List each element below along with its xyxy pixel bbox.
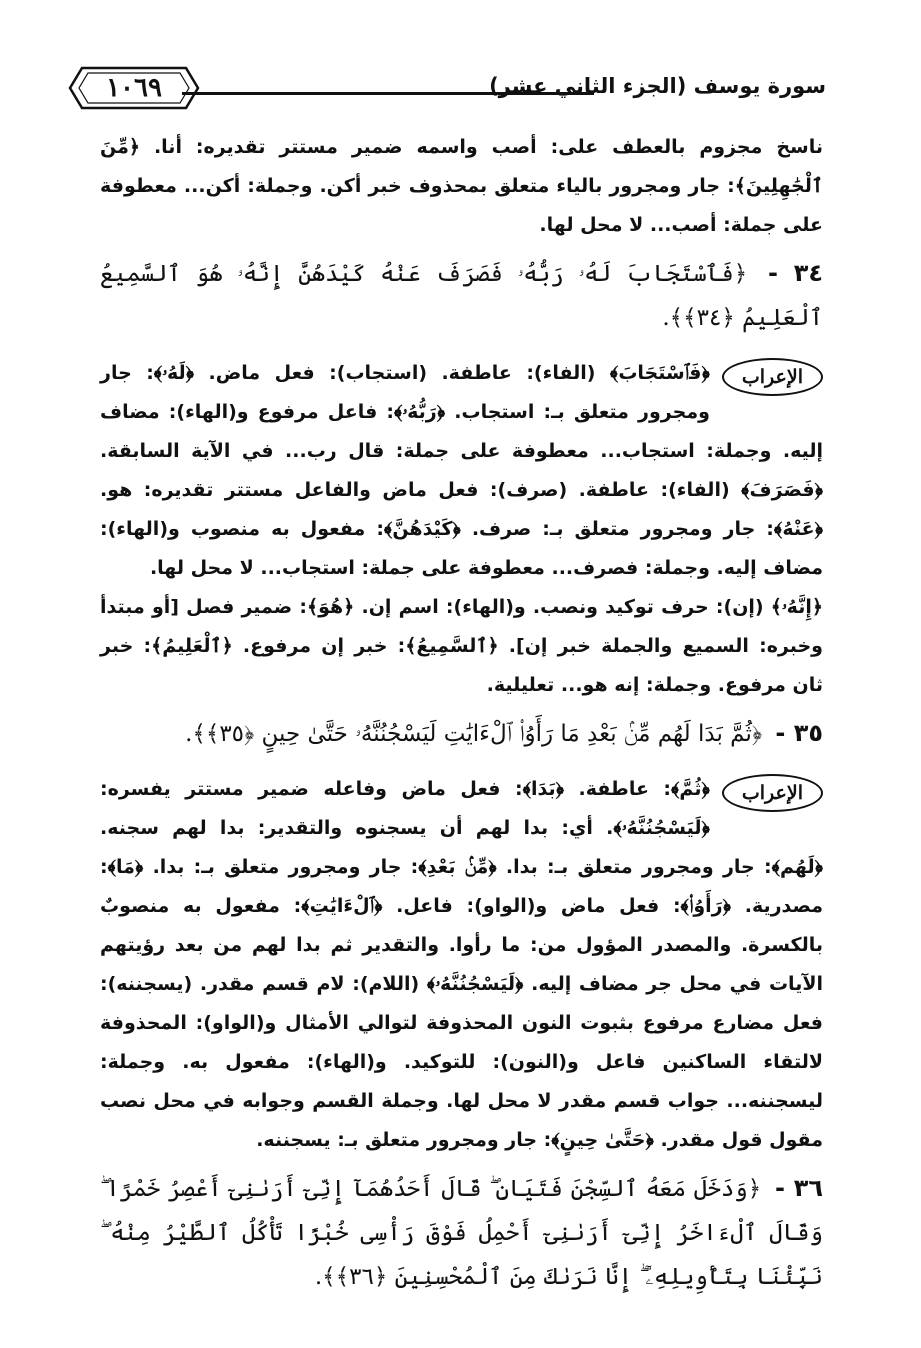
verse-35-number: ٣٥ - — [775, 719, 823, 747]
paragraph-4: ﴿ثُمَّ﴾: عاطفة. ﴿بَدَا﴾: فعل ماض وفاعله ضمير مستتر يفسره: ﴿لَيَسْجُنُنَّهُۥ﴾. أي: بدا لهم أن يسجنوه والتقدير: بدا لهم سجنه. ﴿لَهُم﴾: جار ومجرور متعلق بـ: بدا. ﴿مِّنۢ بَعْدِ﴾: جار ومجرور متعلق بـ: بدا. ﴿مَا﴾: مصدرية. ﴿رَأَوُا۟﴾: فعل ماض و(الواو): فاعل. ﴿ٱلْءَايَٰتِ﴾: مفعول به منصوبٌ بالكسرة. والمصدر المؤول من: ما رأوا. والتقدير ثم بدا لهم من بعد رؤيتهم الآيات في محل جر مضاف إليه. ﴿لَيَسْجُنُنَّهُۥ﴾ (اللام): لام قسم مقدر. (يسجننه): فعل مضارع مرفوع بثبوت النون المحذوفة لتوالي الأمثال و(الواو): المحذوفة لالتقاء الساكنين فاعل و(النون): للتوكيد. و(الهاء): مفعول به. وجملة: ليسجننه... جواب قسم مقدر لا محل لها. وجملة القسم وجوابه في محل نصب مقول قول مقدر. ﴿حَتَّىٰ حِينٍ﴾: جار ومجرور متعلق بـ: يسجننه. — [100, 778, 823, 1151]
page-header — [60, 58, 826, 114]
paragraph-1: ناسخ مجزوم بالعطف على: أصب واسمه ضمير مستتر تقديره: أنا. ﴿مِّنَ ٱلْجَٰهِلِينَ﴾: جار ومجرور بالياء متعلق بمحذوف خبر أكن. وجملة: أكن... معطوفة على جملة: أصب... لا محل لها. — [100, 136, 823, 236]
page-number — [68, 66, 200, 110]
page-body — [100, 128, 823, 1313]
paragraph-3: ﴿إِنَّهُۥ﴾ (إن): حرف توكيد ونصب. و(الهاء): اسم إن. ﴿هُوَ﴾: ضمير فصل [أو مبتدأ وخبره: السميع والجملة خبر إن]. ﴿ٱلسَّمِيعُ﴾: خبر إن مرفوع. ﴿ٱلْعَلِيمُ﴾: خبر ثان مرفوع. وجملة: إنه هو... تعليلية. — [100, 596, 823, 696]
irab-badge: الإعراب — [722, 358, 823, 396]
verse-36-number: ٣٦ - — [774, 1174, 823, 1202]
header-title: سورة يوسف (الجزء الثاني عشر) — [489, 74, 826, 98]
verse-34-number: ٣٤ - — [767, 259, 823, 287]
verse-34 — [100, 251, 823, 340]
verse-36-text: ﴿وَدَخَلَ مَعَهُ ٱلسِّجْنَ فَتَيَانِ ۖ قَالَ أَحَدُهُمَآ إِنِّىٓ أَرَىٰنِىٓ أَعْصِرُ خَمْرًا ۖ وَقَالَ ٱلْءَاخَرُ إِنِّىٓ أَرَىٰنِىٓ أَحْمِلُ فَوْقَ رَأْسِى خُبْزًا تَأْكُلُ ٱلطَّيْرُ مِنْهُ ۖ نَبِّئْنَا بِتَأْوِيلِهِۦٓ ۖ إِنَّا نَرَىٰكَ مِنَ ٱلْمُحْسِنِينَ ﴿٣٦﴾﴾. — [100, 1176, 823, 1290]
page-number-text: ١٠٦٩ — [106, 73, 162, 103]
verse-36 — [100, 1166, 823, 1299]
irab-badge: الإعراب — [722, 774, 823, 812]
irab-block-35 — [100, 770, 823, 1160]
paragraph-2: ﴿فَٱسْتَجَابَ﴾ (الفاء): عاطفة. (استجاب): فعل ماض. ﴿لَهُۥ﴾: جار ومجرور متعلق بـ: استجاب. ﴿رَبُّهُۥ﴾: فاعل مرفوع و(الهاء): مضاف إليه. وجملة: استجاب... معطوفة على جملة: قال رب... في الآية السابقة. ﴿فَصَرَفَ﴾ (الفاء): عاطفة. (صرف): فعل ماض والفاعل مستتر تقديره: هو. ﴿عَنْهُ﴾: جار ومجرور متعلق بـ: صرف. ﴿كَيْدَهُنَّ﴾: مفعول به منصوب و(الهاء): مضاف إليه. وجملة: فصرف... معطوفة على جملة: استجاب... لا محل لها. — [100, 362, 823, 579]
verse-35 — [100, 711, 823, 756]
verse-34-text: ﴿فَٱسْتَجَابَ لَهُۥ رَبُّهُۥ فَصَرَفَ عَنْهُ كَيْدَهُنَّ إِنَّهُۥ هُوَ ٱلسَّمِيعُ ٱلْعَلِيمُ ﴿٣٤﴾﴾. — [100, 261, 823, 331]
irab-block-34 — [100, 354, 823, 588]
verse-35-text: ﴿ثُمَّ بَدَا لَهُم مِّنۢ بَعْدِ مَا رَأَوُا۟ ٱلْءَايَٰتِ لَيَسْجُنُنَّهُۥ حَتَّىٰ حِينٍ ﴿٣٥﴾﴾. — [185, 721, 763, 747]
